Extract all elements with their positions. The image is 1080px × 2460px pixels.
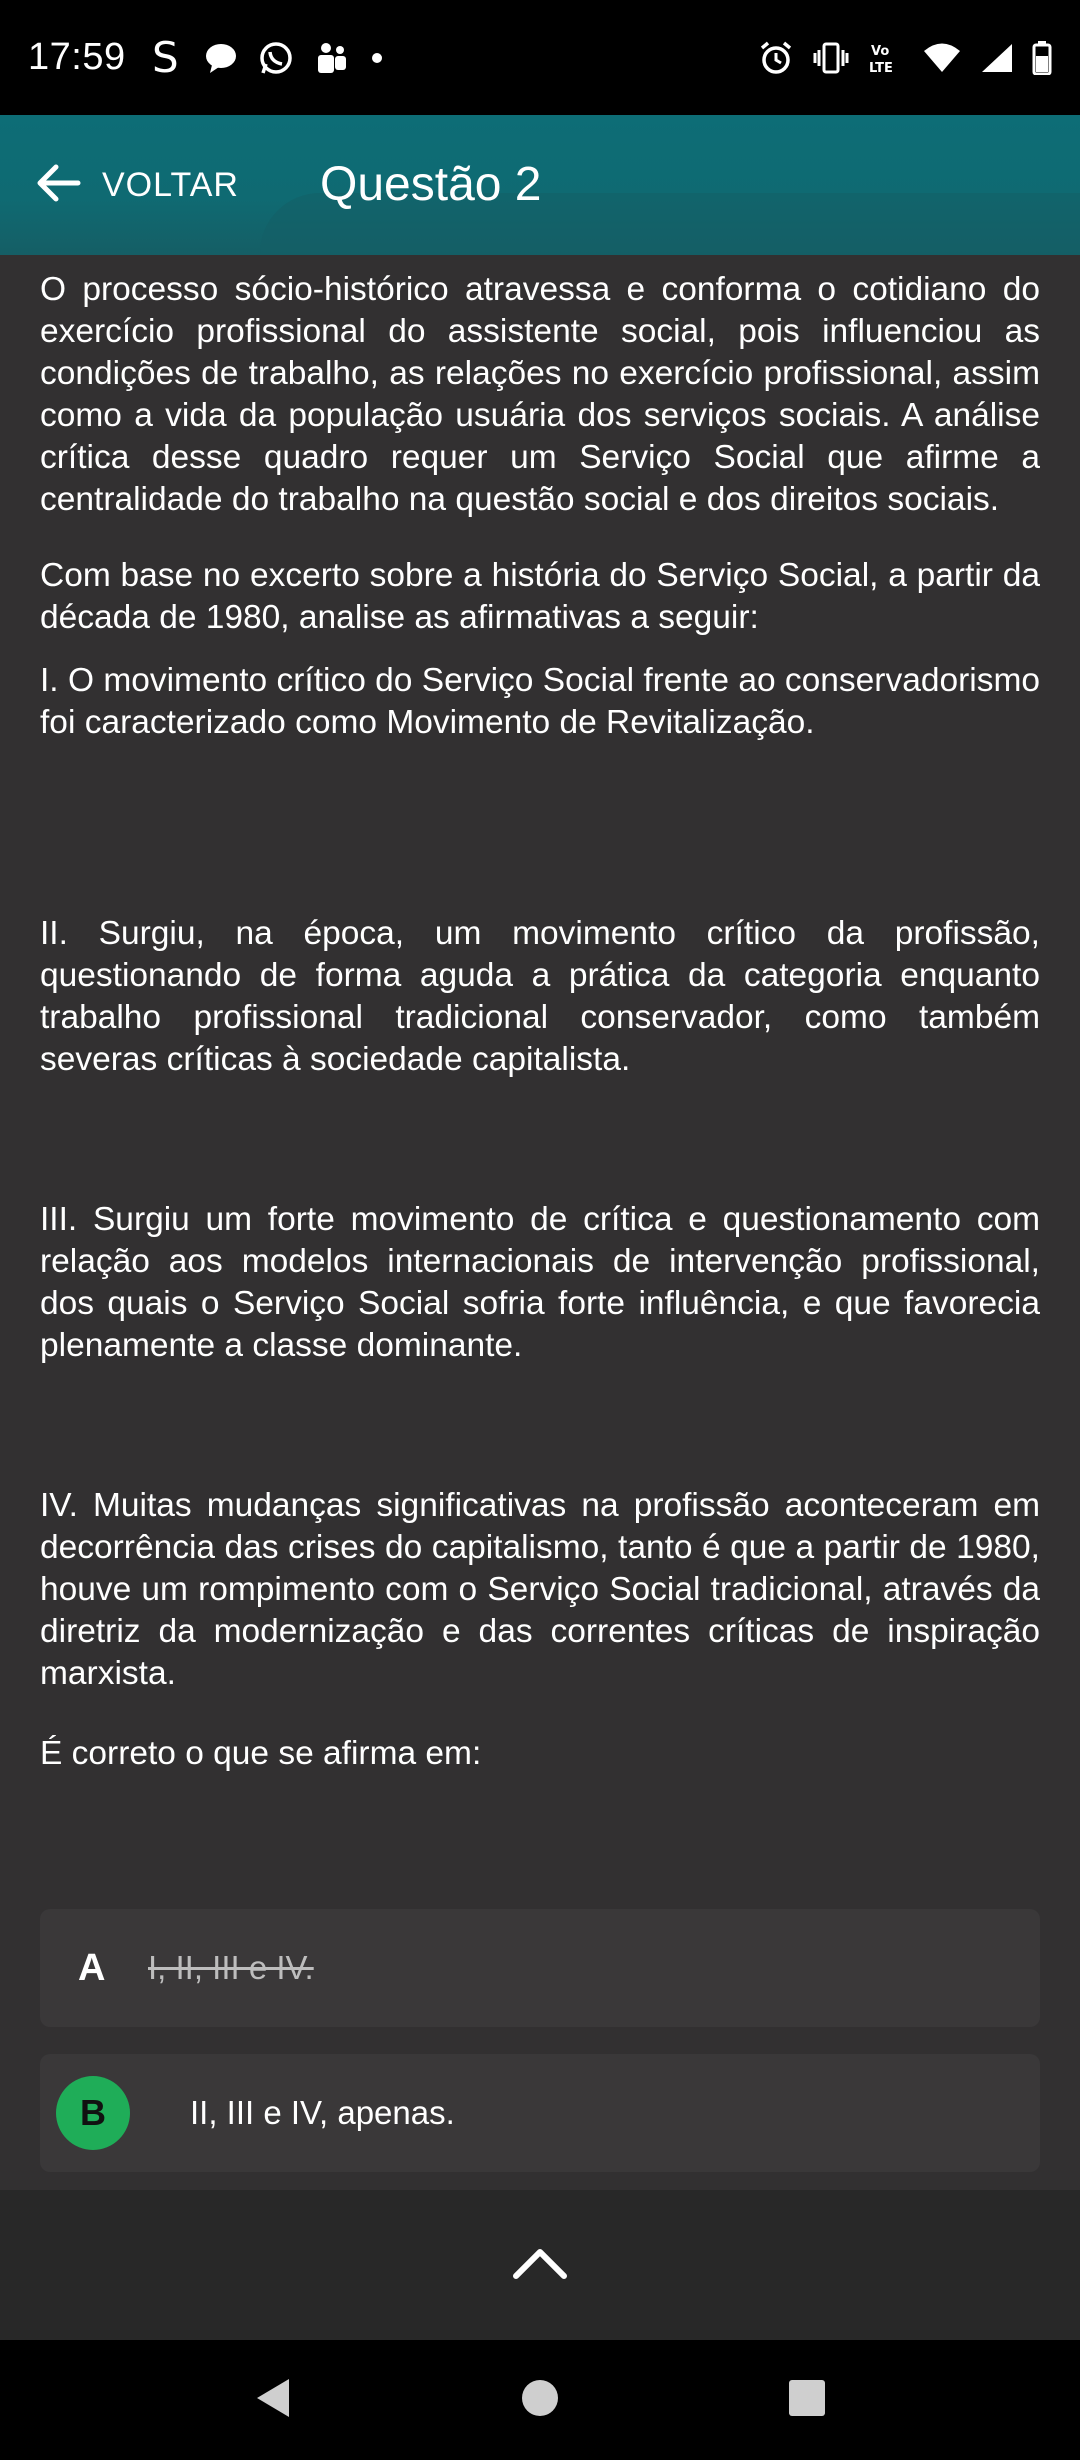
nav-back-icon [253,2376,293,2425]
status-time: 17:59 [28,36,126,78]
statement-iii: III. Surgiu um forte movimento de crítica e questionamento com relação aos modelos internacionais de intervenção profissional, dos quais o Serviço Social sofria forte influência, e que favorecia plenamente a classe dominante. [40,1201,1040,1364]
status-right-icons [758,40,1052,76]
scroll-up-button[interactable] [480,2215,600,2315]
chat-bubble-icon [204,41,238,75]
svg-text:Vo: Vo [871,43,890,59]
nav-home-icon [520,2378,560,2423]
svg-text:S: S [151,37,179,78]
system-nav-bar [0,2340,1080,2460]
statement-iv: IV. Muitas mudanças significativas na profissão aconteceram em decorrência das crises do capitalismo, tanto é que a partir de 1980, houve um rompimento com o Serviço Social tradicional, através da diretriz da modernização e das correntes críticas de inspiração marxista. [40,1487,1040,1692]
nav-recents-icon [787,2378,827,2423]
statement-ii: II. Surgiu, na época, um movimento crítico da profissão, questionando de forma aguda a prática da categoria enquanto trabalho profissional tradicional conservador, como também severas críticas à sociedade capitalista. [40,915,1040,1078]
chevron-up-icon [512,2246,568,2285]
nav-recents-button[interactable] [767,2360,847,2440]
notification-dot-icon [370,51,384,65]
volte-icon [868,40,904,76]
wifi-icon [922,42,962,74]
nav-home-button[interactable] [500,2360,580,2440]
option-text: II, III e IV, apenas. [190,2094,455,2131]
back-button[interactable] [36,115,239,255]
bottom-bar [0,2190,1080,2340]
statement-i: I. O movimento crítico do Serviço Social frente ao conservadorismo foi caracterizado como Movimento de Revitalização. [40,662,1040,741]
option-text-eliminated: I, II, III e IV. [148,1949,314,1986]
battery-icon [1032,41,1052,75]
option-letter-selected: B [56,2076,130,2150]
signal-icon [980,42,1014,74]
question-context-paragraph: O processo sócio-histórico atravessa e conforma o cotidiano do exercício profissional do assistente social, pois influenciou as condições de trabalho, as relações no exercício profissional, assim como a vida da população usuária dos serviços sociais. A análise crítica desse quadro requer um Serviço Social que afirme a centralidade do trabalho na questão social e dos direitos sociais. [40,271,1040,518]
back-label: VOLTAR [102,165,239,204]
app-header [0,115,1080,255]
option-a[interactable] [40,1909,1040,2027]
skype-icon [150,38,184,78]
question-prompt: É correto o que se afirma em: [40,1735,482,1772]
vibrate-icon [812,41,850,75]
option-b[interactable] [40,2054,1040,2172]
option-letter: A [78,1946,106,1989]
nav-back-button[interactable] [233,2360,313,2440]
svg-text:LTE: LTE [869,60,893,76]
status-left-icons [150,38,384,78]
teams-icon [314,40,350,76]
whatsapp-icon [258,40,294,76]
page-title: Questão 2 [320,158,542,211]
question-instruction-paragraph: Com base no excerto sobre a história do Serviço Social, a partir da década de 1980, analise as afirmativas a seguir: [40,557,1040,636]
arrow-left-icon [36,163,82,208]
status-bar [0,0,1080,115]
alarm-icon [758,40,794,76]
